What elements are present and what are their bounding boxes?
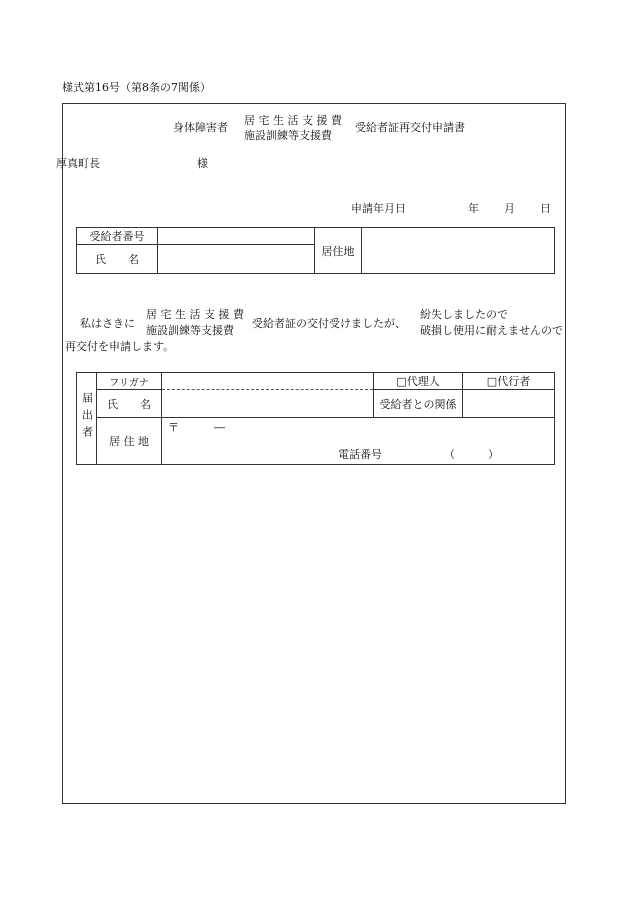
relation-label: 受給者との関係 [374,390,463,418]
applicant-name-label: 氏 名 [97,390,162,418]
postal-dash: ― [214,421,225,434]
applicant-address-label: 居 住 地 [97,418,162,465]
addressee-honorific: 様 [197,157,208,170]
statement-reason-bottom: 破損し使用に耐えませんので [420,324,563,337]
date-year: 年 [468,202,479,215]
furigana-field[interactable] [162,373,374,390]
recipient-name-label: 氏 名 [77,245,158,274]
applicant-address-field[interactable] [162,418,555,465]
title-suffix: 受給者証再交付申請書 [355,121,465,134]
form-number: 様式第16号（第8条の7関係） [62,81,211,94]
statement-middle: 受給者証の交付受けましたが、 [252,317,406,330]
recipient-number-label: 受給者番号 [77,228,158,245]
date-month: 月 [504,202,515,215]
title-option-bottom: 施設訓練等支援費 [244,129,332,142]
recipient-name-field[interactable] [158,245,315,274]
statement-end: 再交付を申請します。 [65,340,175,353]
statement-option-top: 居 宅 生 活 支 援 費 [146,308,244,321]
addressee-name: 厚真町長 [56,157,100,170]
applicant-group-label: 届出者 [80,391,94,443]
title-prefix: 身体障害者 [173,121,228,134]
proxy-checkbox[interactable]: □代行者 [463,373,555,390]
phone-parens: （ ） [444,448,499,461]
date-day: 日 [540,202,551,215]
furigana-label: フリガナ [97,373,162,390]
recipient-address-label: 居住地 [315,228,362,274]
recipient-table [76,227,555,274]
statement-reason-top: 紛失しましたので [420,308,508,321]
applicant-name-field[interactable] [162,390,374,418]
phone-label: 電話番号 [338,448,382,461]
applicant-table [76,372,555,465]
postal-mark: 〒 [168,421,179,434]
statement-option-bottom: 施設訓練等支援費 [146,324,234,337]
recipient-address-field[interactable] [362,228,555,274]
recipient-number-field[interactable] [158,228,315,245]
agent-checkbox[interactable]: □代理人 [374,373,463,390]
title-option-top: 居 宅 生 活 支 援 費 [244,114,342,127]
relation-field[interactable] [463,390,555,418]
date-label: 申請年月日 [351,202,406,215]
statement-lead: 私はさきに [80,317,135,330]
